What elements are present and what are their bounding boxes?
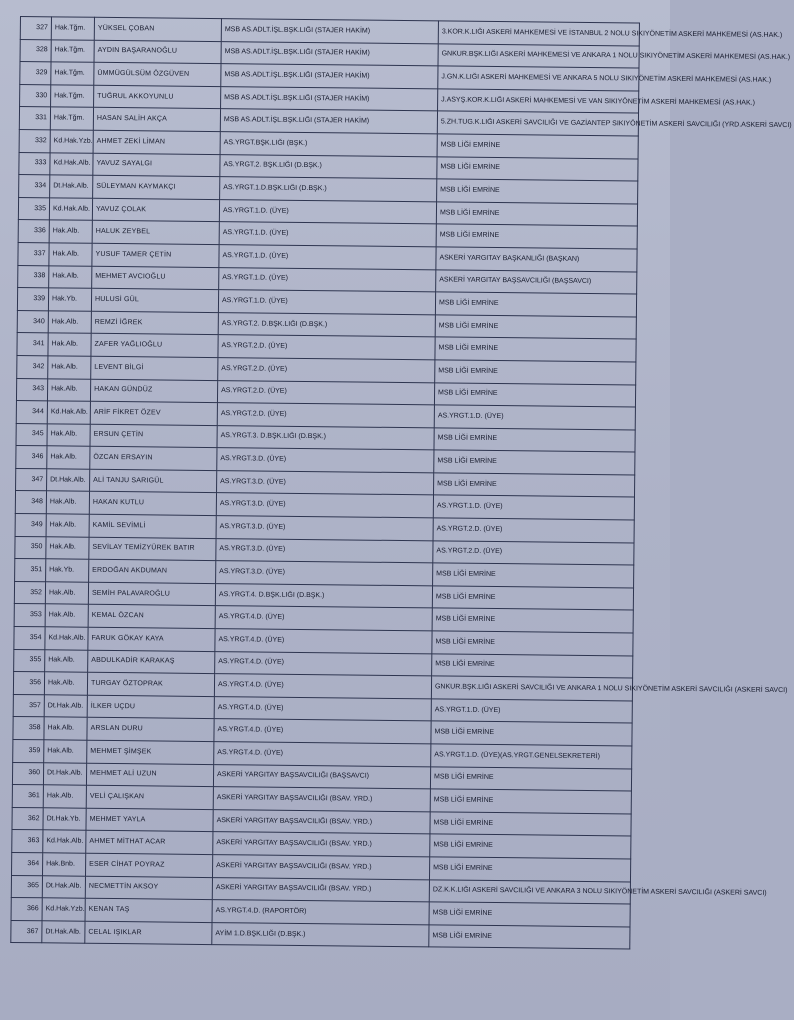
rank-cell: Dt.Hak.Alb. bbox=[43, 762, 86, 785]
assigned-post-cell: MSB LİĞİ EMRİNE bbox=[430, 789, 631, 814]
assigned-post-cell: MSB LİĞİ EMRİNE bbox=[434, 473, 635, 498]
name-cell: NECMETTİN AKSOY bbox=[85, 876, 212, 900]
name-cell: ARİF FİKRET ÖZEV bbox=[90, 401, 217, 425]
current-post-cell: AS.YRGT.4.D. (ÜYE) bbox=[215, 606, 432, 631]
current-post-cell: AS.YRGT.4. D.BŞK.LIĞI (D.BŞK.) bbox=[215, 583, 432, 608]
rank-cell: Hak.Alb. bbox=[46, 536, 89, 559]
row-number: 331 bbox=[19, 107, 50, 130]
assigned-post-cell: MSB LİĞİ EMRİNE bbox=[432, 586, 633, 611]
current-post-cell: AS.YRGT.2.D. (ÜYE) bbox=[217, 403, 434, 428]
assigned-post-cell: MSB LİĞİ EMRİNE bbox=[429, 925, 630, 950]
rank-cell: Kd.Hak.Alb. bbox=[49, 198, 92, 221]
assigned-post-cell: MSB LİĞİ EMRİNE bbox=[434, 382, 635, 407]
row-number: 361 bbox=[12, 785, 43, 808]
rank-cell: Hak.Alb. bbox=[49, 265, 92, 288]
assigned-post-cell: AS.YRGT.2.D. (ÜYE) bbox=[433, 518, 634, 543]
assigned-post-cell: MSB LİĞİ EMRİNE bbox=[431, 721, 632, 746]
name-cell: KENAN TAŞ bbox=[85, 898, 212, 922]
name-cell: AHMET ZEKİ LİMAN bbox=[93, 130, 220, 154]
current-post-cell: AS.YRGT.4.D. (RAPORTÖR) bbox=[212, 900, 429, 925]
name-cell: KEMAL ÖZCAN bbox=[88, 605, 215, 629]
assigned-post-cell: 5.ZH.TUG.K.LIĞI ASKERİ SAVCILIĞI VE GAZİANTEP SIKIYÖNETİM ASKERİ SAVCILIĞI (YRD.ASKERİ SAVCI) bbox=[437, 111, 638, 136]
name-cell: REMZİ İĞREK bbox=[91, 311, 218, 335]
rank-cell: Hak.Alb. bbox=[48, 333, 91, 356]
assigned-post-cell: 3.KOR.K.LIĞI ASKERİ MAHKEMESİ VE İSTANBUL 2 NOLU SIKIYÖNETİM ASKERİ MAHKEMESİ (AS.HAK.) bbox=[438, 21, 639, 46]
assigned-post-cell: MSB LİĞİ EMRİNE bbox=[429, 902, 630, 927]
current-post-cell: ASKERİ YARGITAY BAŞSAVCILIĞI (BSAV. YRD.) bbox=[213, 809, 430, 834]
row-number: 348 bbox=[15, 491, 46, 514]
row-number: 327 bbox=[20, 17, 51, 40]
row-number: 346 bbox=[16, 446, 47, 469]
row-number: 366 bbox=[11, 898, 42, 921]
row-number: 330 bbox=[20, 84, 51, 107]
name-cell: ERSUN ÇETİN bbox=[90, 424, 217, 448]
rank-cell: Hak.Alb. bbox=[43, 785, 86, 808]
row-number: 333 bbox=[19, 152, 50, 175]
rank-cell: Hak.Alb. bbox=[45, 604, 88, 627]
assigned-post-cell: ASKERİ YARGITAY BAŞSAVCILIĞI (BAŞSAVCI) bbox=[436, 269, 637, 294]
current-post-cell: AS.YRGT.BŞK.LIĞI (BŞK.) bbox=[220, 132, 437, 157]
name-cell: FARUK GÖKAY KAYA bbox=[88, 627, 215, 651]
current-post-cell: AS.YRGT.1.D. (ÜYE) bbox=[219, 267, 436, 292]
name-cell: ESER CİHAT POYRAZ bbox=[86, 853, 213, 877]
assigned-post-cell: MSB LİĞİ EMRİNE bbox=[432, 608, 633, 633]
rank-cell: Hak.Alb. bbox=[47, 378, 90, 401]
current-post-cell: ASKERİ YARGITAY BAŞSAVCILIĞI (BSAV. YRD.) bbox=[213, 832, 430, 857]
assigned-post-cell: MSB LİĞİ EMRİNE bbox=[430, 812, 631, 837]
name-cell: HALUK ZEYBEL bbox=[92, 221, 219, 245]
row-number: 350 bbox=[15, 536, 46, 559]
rank-cell: Hak.Yb. bbox=[46, 559, 89, 582]
current-post-cell: AS.YRGT.2.D. (ÜYE) bbox=[218, 335, 435, 360]
row-number: 359 bbox=[13, 739, 44, 762]
name-cell: SEMİH PALAVAROĞLU bbox=[88, 582, 215, 606]
assigned-post-cell: MSB LİĞİ EMRİNE bbox=[433, 563, 634, 588]
row-number: 347 bbox=[16, 468, 47, 491]
current-post-cell: MSB AS.ADLT.İŞL.BŞK.LIĞI (STAJER HAKİM) bbox=[221, 86, 438, 111]
current-post-cell: AS.YRGT.4.D. (ÜYE) bbox=[214, 719, 431, 744]
current-post-cell: ASKERİ YARGITAY BAŞSAVCILIĞI (BSAV. YRD.) bbox=[213, 787, 430, 812]
assigned-post-cell: MSB LİĞİ EMRİNE bbox=[434, 450, 635, 475]
current-post-cell: AS.YRGT.4.D. (ÜYE) bbox=[215, 651, 432, 676]
assigned-post-cell: MSB LİĞİ EMRİNE bbox=[435, 337, 636, 362]
rank-cell: Hak.Bnb. bbox=[43, 853, 86, 876]
row-number: 355 bbox=[14, 649, 45, 672]
rank-cell: Hak.Alb. bbox=[49, 220, 92, 243]
assigned-post-cell: ASKERİ YARGITAY BAŞKANLIĞI (BAŞKAN) bbox=[436, 247, 637, 272]
assigned-post-cell: DZ.K.K.LIĞI ASKERİ SAVCILIĞI VE ANKARA 3 NOLU SIKIYÖNETİM ASKERİ SAVCILIĞI (ASKERİ SAVCI) bbox=[429, 879, 630, 904]
rank-cell: Hak.Tğm. bbox=[51, 85, 94, 108]
current-post-cell: AS.YRGT.1.D. (ÜYE) bbox=[219, 245, 436, 270]
current-post-cell: AS.YRGT.4.D. (ÜYE) bbox=[214, 696, 431, 721]
row-number: 335 bbox=[18, 197, 49, 220]
name-cell: SEVİLAY TEMİZYÜREK BATIR bbox=[89, 537, 216, 561]
name-cell: LEVENT BİLGİ bbox=[91, 356, 218, 380]
name-cell: YÜKSEL ÇOBAN bbox=[94, 17, 221, 41]
name-cell: MEHMET ALİ UZUN bbox=[86, 763, 213, 787]
name-cell: AHMET MİTHAT ACAR bbox=[86, 831, 213, 855]
name-cell: YAVUZ ÇOLAK bbox=[92, 198, 219, 222]
assigned-post-cell: MSB LİĞİ EMRİNE bbox=[437, 134, 638, 159]
name-cell: HULUSİ GÜL bbox=[91, 288, 218, 312]
assigned-post-cell: GNKUR.BŞK.LIĞI ASKERİ MAHKEMESİ VE ANKARA 1 NOLU SIKIYÖNETİM ASKERİ MAHKEMESİ (AS.HAK.) bbox=[438, 43, 639, 68]
rank-cell: Hak.Alb. bbox=[48, 356, 91, 379]
rank-cell: Hak.Yb. bbox=[48, 288, 91, 311]
rank-cell: Dt.Hak.Alb. bbox=[44, 695, 87, 718]
assigned-post-cell: J.GN.K.LIĞI ASKERİ MAHKEMESİ VE ANKARA 5 NOLU SIKIYÖNETİM ASKERİ MAHKEMESİ (AS.HAK.) bbox=[438, 66, 639, 91]
row-number: 356 bbox=[13, 672, 44, 695]
rank-cell: Hak.Alb. bbox=[47, 446, 90, 469]
assigned-post-cell: AS.YRGT.1.D. (ÜYE)(AS.YRGT.GENELSEKRETERİ) bbox=[431, 744, 632, 769]
assigned-post-cell: AS.YRGT.2.D. (ÜYE) bbox=[433, 541, 634, 566]
row-number: 367 bbox=[11, 920, 42, 943]
name-cell: HASAN SALİH AKÇA bbox=[93, 108, 220, 132]
row-number: 352 bbox=[14, 581, 45, 604]
name-cell: YUSUF TAMER ÇETİN bbox=[92, 243, 219, 267]
rank-cell: Dt.Hak.Alb. bbox=[47, 469, 90, 492]
rank-cell: Kd.Hak.Yzb. bbox=[42, 898, 85, 921]
assigned-post-cell: GNKUR.BŞK.LIĞI ASKERİ SAVCILIĞI VE ANKARA 1 NOLU SIKIYÖNETİM ASKERİ SAVCILIĞI (ASKERİ SAVCI) bbox=[431, 676, 632, 701]
current-post-cell: AS.YRGT.3. D.BŞK.LIĞI (D.BŞK.) bbox=[217, 425, 434, 450]
personnel-table bbox=[10, 16, 792, 950]
name-cell: MEHMET ŞİMŞEK bbox=[87, 740, 214, 764]
row-number: 353 bbox=[14, 604, 45, 627]
assigned-post-cell: MSB LİĞİ EMRİNE bbox=[435, 292, 636, 317]
rank-cell: Kd.Hak.Yzb. bbox=[50, 130, 93, 153]
current-post-cell: ASKERİ YARGITAY BAŞSAVCILIĞI (BSAV. YRD.) bbox=[212, 855, 429, 880]
row-number: 357 bbox=[13, 694, 44, 717]
name-cell: TURGAY ÖZTOPRAK bbox=[87, 672, 214, 696]
assigned-post-cell: AS.YRGT.1.D. (ÜYE) bbox=[434, 405, 635, 430]
row-number: 351 bbox=[15, 559, 46, 582]
current-post-cell: MSB AS.ADLT.İŞL.BŞK.LIĞI (STAJER HAKİM) bbox=[221, 19, 438, 44]
rank-cell: Dt.Hak.Alb. bbox=[42, 875, 85, 898]
current-post-cell: AYİM 1.D.BŞK.LIĞI (D.BŞK.) bbox=[212, 922, 429, 947]
name-cell: MEHMET AVCIOĞLU bbox=[92, 266, 219, 290]
current-post-cell: ASKERİ YARGITAY BAŞSAVCILIĞI (BAŞSAVCI) bbox=[213, 764, 430, 789]
row-number: 328 bbox=[20, 39, 51, 62]
row-number: 363 bbox=[12, 830, 43, 853]
rank-cell: Hak.Alb. bbox=[49, 243, 92, 266]
rank-cell: Hak.Tğm. bbox=[51, 17, 94, 40]
assigned-post-cell: MSB LİĞİ EMRİNE bbox=[437, 156, 638, 181]
name-cell: HAKAN KUTLU bbox=[89, 492, 216, 516]
rank-cell: Kd.Hak.Alb. bbox=[45, 627, 88, 650]
current-post-cell: AS.YRGT.4.D. (ÜYE) bbox=[215, 629, 432, 654]
current-post-cell: MSB AS.ADLT.İŞL.BŞK.LIĞI (STAJER HAKİM) bbox=[221, 41, 438, 66]
rank-cell: Hak.Alb. bbox=[46, 514, 89, 537]
row-number: 344 bbox=[16, 401, 47, 424]
current-post-cell: AS.YRGT.3.D. (ÜYE) bbox=[216, 561, 433, 586]
rank-cell: Hak.Alb. bbox=[48, 311, 91, 334]
current-post-cell: AS.YRGT.3.D. (ÜYE) bbox=[217, 470, 434, 495]
row-number: 334 bbox=[19, 175, 50, 198]
rank-cell: Kd.Hak.Alb. bbox=[50, 152, 93, 175]
assigned-post-cell: J.ASYŞ.KOR.K.LIĞI ASKERİ MAHKEMESİ VE VAN SIKIYÖNETİM ASKERİ MAHKEMESİ (AS.HAK.) bbox=[438, 89, 639, 114]
row-number: 364 bbox=[12, 852, 43, 875]
name-cell: TUĞRUL AKKOYUNLU bbox=[94, 85, 221, 109]
assigned-post-cell: MSB LİĞİ EMRİNE bbox=[432, 653, 633, 678]
assigned-post-cell: MSB LİĞİ EMRİNE bbox=[430, 766, 631, 791]
assigned-post-cell: MSB LİĞİ EMRİNE bbox=[434, 428, 635, 453]
current-post-cell: AS.YRGT.3.D. (ÜYE) bbox=[216, 493, 433, 518]
rank-cell: Hak.Alb. bbox=[44, 717, 87, 740]
row-number: 358 bbox=[13, 717, 44, 740]
name-cell: İLKER UÇDU bbox=[87, 695, 214, 719]
assigned-post-cell: MSB LİĞİ EMRİNE bbox=[429, 857, 630, 882]
current-post-cell: AS.YRGT.1.D.BŞK.LIĞI (D.BŞK.) bbox=[220, 177, 437, 202]
name-cell: SÜLEYMAN KAYMAKÇI bbox=[93, 175, 220, 199]
assigned-post-cell: MSB LİĞİ EMRİNE bbox=[432, 631, 633, 656]
current-post-cell: AS.YRGT.2.D. (ÜYE) bbox=[217, 380, 434, 405]
current-post-cell: AS.YRGT.1.D. (ÜYE) bbox=[219, 222, 436, 247]
assigned-post-cell: MSB LİĞİ EMRİNE bbox=[437, 179, 638, 204]
rank-cell: Hak.Alb. bbox=[46, 491, 89, 514]
current-post-cell: MSB AS.ADLT.İŞL.BŞK.LIĞI (STAJER HAKİM) bbox=[220, 109, 437, 134]
row-number: 343 bbox=[16, 378, 47, 401]
name-cell: MEHMET YAYLA bbox=[86, 808, 213, 832]
name-cell: HAKAN GÜNDÜZ bbox=[90, 379, 217, 403]
row-number: 336 bbox=[18, 220, 49, 243]
rank-cell: Hak.Tğm. bbox=[50, 107, 93, 130]
current-post-cell: MSB AS.ADLT.İŞL.BŞK.LIĞI (STAJER HAKİM) bbox=[221, 64, 438, 89]
current-post-cell: AS.YRGT.1.D. (ÜYE) bbox=[219, 199, 436, 224]
name-cell: CELAL IŞIKLAR bbox=[85, 921, 212, 945]
current-post-cell: AS.YRGT.3.D. (ÜYE) bbox=[216, 516, 433, 541]
row-number: 362 bbox=[12, 807, 43, 830]
rank-cell: Kd.Hak.Alb. bbox=[43, 830, 86, 853]
current-post-cell: AS.YRGT.2.D. (ÜYE) bbox=[218, 357, 435, 382]
row-number: 332 bbox=[19, 129, 50, 152]
name-cell: YAVUZ SAYALGI bbox=[93, 153, 220, 177]
row-number: 354 bbox=[14, 627, 45, 650]
current-post-cell: AS.YRGT.2. BŞK.LIĞI (D.BŞK.) bbox=[220, 154, 437, 179]
assigned-post-cell: AS.YRGT.1.D. (ÜYE) bbox=[431, 699, 632, 724]
current-post-cell: AS.YRGT.4.D. (ÜYE) bbox=[214, 742, 431, 767]
name-cell: ÜMMÜGÜLSÜM ÖZGÜVEN bbox=[94, 62, 221, 86]
current-post-cell: ASKERİ YARGITAY BAŞSAVCILIĞI (BSAV. YRD.) bbox=[212, 877, 429, 902]
current-post-cell: AS.YRGT.2. D.BŞK.LIĞI (D.BŞK.) bbox=[218, 312, 435, 337]
assigned-post-cell: MSB LİĞİ EMRİNE bbox=[435, 315, 636, 340]
rank-cell: Dt.Hak.Alb. bbox=[42, 921, 85, 944]
name-cell: ARSLAN DURU bbox=[87, 718, 214, 742]
rank-cell: Dt.Hak.Yb. bbox=[43, 808, 86, 831]
row-number: 338 bbox=[18, 265, 49, 288]
row-number: 337 bbox=[18, 242, 49, 265]
rank-cell: Kd.Hak.Alb. bbox=[47, 401, 90, 424]
assigned-post-cell: MSB LİĞİ EMRİNE bbox=[435, 360, 636, 385]
rank-cell: Hak.Alb. bbox=[45, 582, 88, 605]
current-post-cell: AS.YRGT.4.D. (ÜYE) bbox=[214, 674, 431, 699]
name-cell: AYDIN BAŞARANOĞLU bbox=[94, 40, 221, 64]
current-post-cell: AS.YRGT.1.D. (ÜYE) bbox=[218, 290, 435, 315]
row-number: 339 bbox=[17, 288, 48, 311]
row-number: 345 bbox=[16, 423, 47, 446]
rank-cell: Hak.Alb. bbox=[47, 423, 90, 446]
row-number: 329 bbox=[20, 62, 51, 85]
row-number: 349 bbox=[15, 514, 46, 537]
name-cell: ALİ TANJU SARIGÜL bbox=[90, 469, 217, 493]
name-cell: ABDULKADİR KARAKAŞ bbox=[88, 650, 215, 674]
rank-cell: Hak.Alb. bbox=[44, 672, 87, 695]
assigned-post-cell: MSB LİĞİ EMRİNE bbox=[436, 202, 637, 227]
name-cell: ÖZCAN ERSAYIN bbox=[90, 447, 217, 471]
row-number: 365 bbox=[11, 875, 42, 898]
assigned-post-cell: AS.YRGT.1.D. (ÜYE) bbox=[433, 495, 634, 520]
assigned-post-cell: MSB LİĞİ EMRİNE bbox=[436, 224, 637, 249]
assigned-post-cell: MSB LİĞİ EMRİNE bbox=[430, 834, 631, 859]
name-cell: ZAFER YAĞLIOĞLU bbox=[91, 334, 218, 358]
current-post-cell: AS.YRGT.3.D. (ÜYE) bbox=[216, 538, 433, 563]
row-number: 341 bbox=[17, 333, 48, 356]
rank-cell: Hak.Tğm. bbox=[51, 39, 94, 62]
row-number: 360 bbox=[12, 762, 43, 785]
row-number: 342 bbox=[17, 355, 48, 378]
rank-cell: Hak.Alb. bbox=[45, 649, 88, 672]
rank-cell: Hak.Tğm. bbox=[51, 62, 94, 85]
name-cell: ERDOĞAN AKDUMAN bbox=[89, 560, 216, 584]
rank-cell: Hak.Alb. bbox=[44, 740, 87, 763]
rank-cell: Dt.Hak.Alb. bbox=[50, 175, 93, 198]
personnel-table-body bbox=[11, 17, 792, 950]
row-number: 340 bbox=[17, 310, 48, 333]
current-post-cell: AS.YRGT.3.D. (ÜYE) bbox=[217, 448, 434, 473]
name-cell: VELİ ÇALIŞKAN bbox=[86, 785, 213, 809]
name-cell: KAMİL SEVİMLİ bbox=[89, 514, 216, 538]
